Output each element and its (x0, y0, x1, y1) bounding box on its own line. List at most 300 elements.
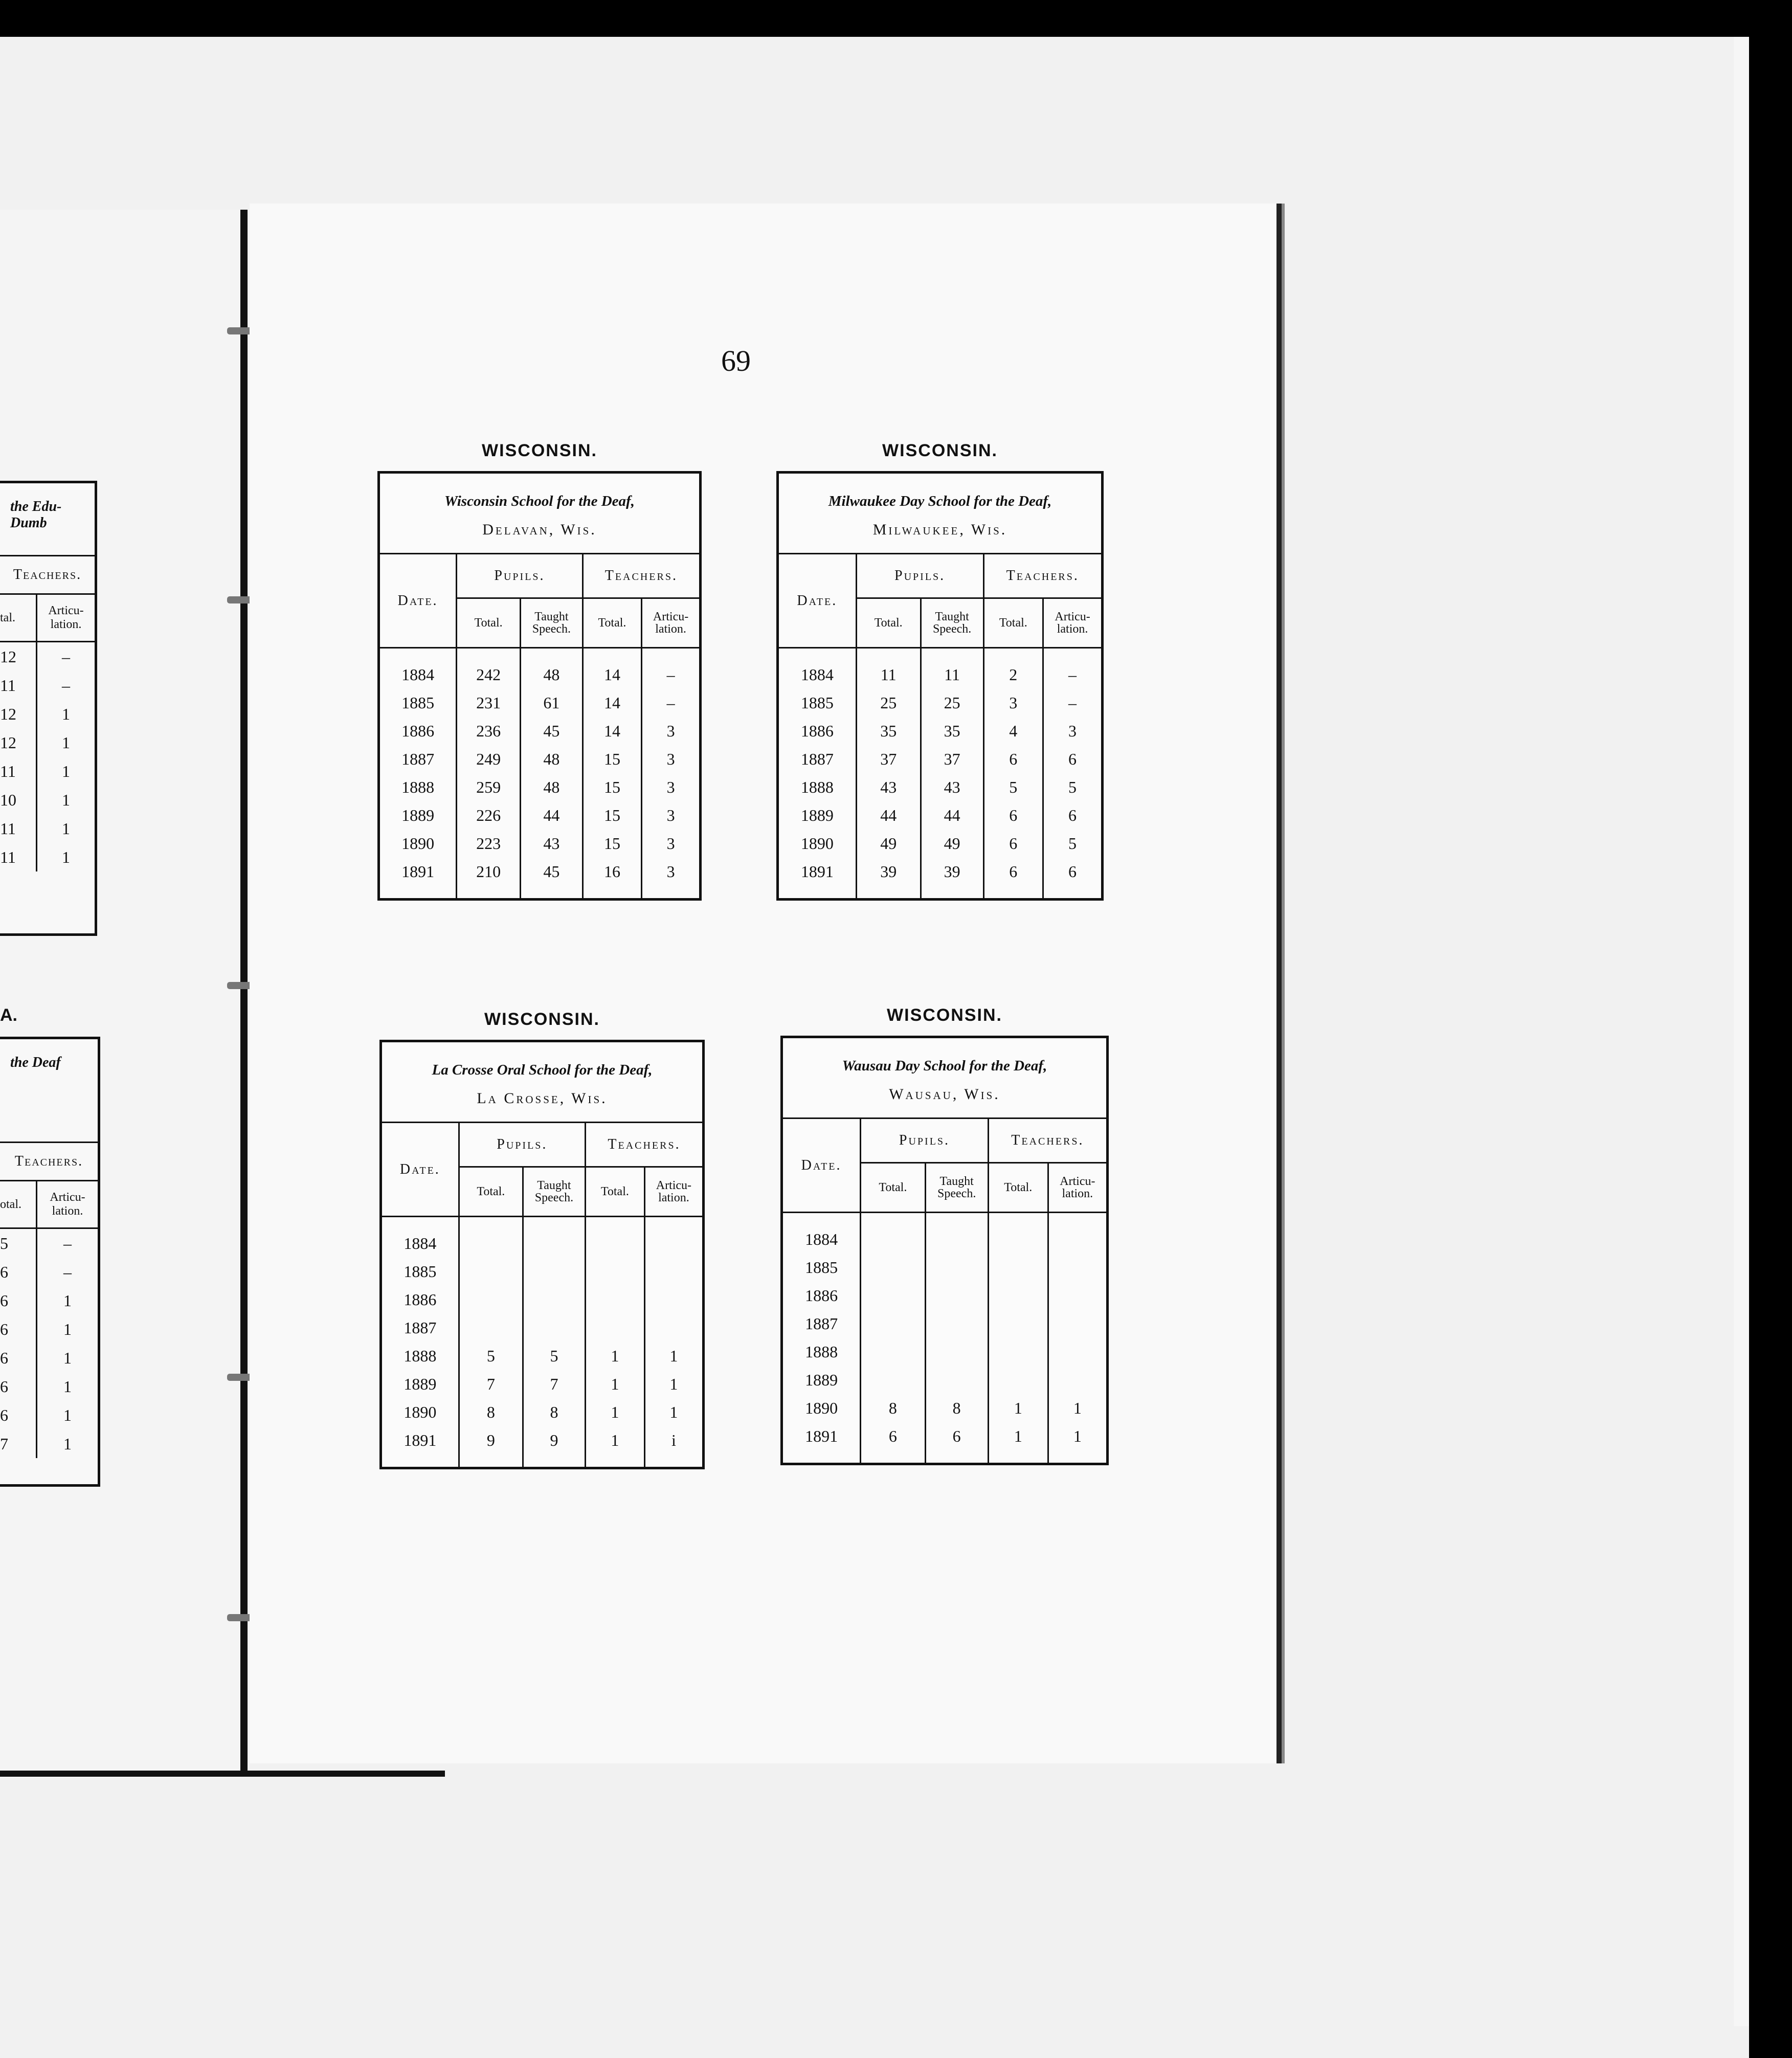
taught-speech-cell: 44 (521, 801, 583, 830)
pupils-total-cell: 35 (856, 717, 921, 745)
spacer-cell (925, 1213, 988, 1226)
pupils-total-header: Total. (457, 598, 521, 648)
header-row (382, 1123, 702, 1167)
teachers-total-cell (585, 1314, 644, 1342)
teachers-total-cell (988, 1225, 1048, 1254)
fragment-total-cell: 6 (0, 1319, 8, 1338)
year-cell: 1885 (800, 694, 834, 712)
pupils-total-cell: 223 (457, 830, 521, 858)
fragment-total-cell: 6 (0, 1348, 8, 1367)
pupils-header: Pupils. (459, 1123, 585, 1167)
spacer-cell (921, 886, 983, 898)
fragment-total-cell: 12 (0, 733, 16, 752)
state-heading: WISCONSIN. (484, 1010, 600, 1029)
taught-speech-cell: 48 (521, 773, 583, 801)
spacer-cell (457, 648, 521, 661)
school-location: La Crosse, Wis. (477, 1090, 608, 1107)
articulation-cell: – (1043, 689, 1101, 717)
pupils-total-cell: 9 (459, 1426, 523, 1455)
teachers-total-cell: 1 (585, 1342, 644, 1370)
spacer-cell (988, 1450, 1048, 1463)
spacer-cell (783, 1450, 861, 1463)
year-cell: 1885 (401, 694, 435, 712)
table-frame (780, 1036, 1109, 1465)
left-bottom-fragment-rows (0, 1180, 98, 1458)
spacer-cell (523, 1455, 585, 1467)
articulation-cell: 1 (644, 1398, 702, 1426)
articulation-header: Articu-lation. (1043, 598, 1101, 648)
teachers-total-cell (988, 1338, 1048, 1366)
fragment-total-cell: 12 (0, 647, 16, 666)
taught-speech-cell (523, 1229, 585, 1258)
fragment-row (0, 814, 95, 843)
table-row (380, 717, 699, 745)
pupils-total-cell: 226 (457, 801, 521, 830)
spacer-cell (779, 648, 856, 661)
pupils-total-cell (459, 1229, 523, 1258)
fragment-row (0, 1401, 98, 1429)
articulation-cell (1048, 1338, 1106, 1366)
table-row (783, 1225, 1106, 1254)
year-cell: 1889 (805, 1371, 838, 1389)
statistics-table (382, 1123, 702, 1467)
spacer-cell (459, 1455, 523, 1467)
spacer-cell (1048, 1213, 1106, 1226)
pupils-total-cell: 11 (856, 661, 921, 689)
articulation-cell (1048, 1282, 1106, 1310)
table-row (382, 1258, 702, 1286)
fragment-row (0, 671, 95, 700)
pupils-total-cell: 39 (856, 858, 921, 886)
table-milwaukee-day-school (776, 441, 1104, 901)
spacer-row (779, 886, 1101, 898)
school-header (382, 1042, 702, 1123)
taught-speech-cell: 6 (925, 1422, 988, 1450)
articulation-cell (1048, 1366, 1106, 1394)
table-row (382, 1229, 702, 1258)
page-bottom-edge (0, 1771, 445, 1777)
articulation-cell: – (642, 661, 699, 689)
header-row (380, 554, 699, 598)
fragment-articulation-cell: 1 (36, 843, 95, 871)
statistics-table (380, 554, 699, 898)
pupils-total-cell: 7 (459, 1370, 523, 1398)
left-bottom-fragment-title: the Deaf (10, 1055, 61, 1070)
pupils-total-cell: 49 (856, 830, 921, 858)
articulation-header: Articu-lation. (642, 598, 699, 648)
taught-speech-cell: 49 (921, 830, 983, 858)
teachers-total-cell: 14 (583, 661, 641, 689)
state-heading: WISCONSIN. (887, 1005, 1002, 1025)
pupils-total-cell: 43 (856, 773, 921, 801)
spacer-cell (585, 1455, 644, 1467)
taught-speech-cell: 35 (921, 717, 983, 745)
teachers-total-cell (988, 1282, 1048, 1310)
school-name: Wausau Day School for the Deaf, (842, 1058, 1047, 1074)
table-row (783, 1422, 1106, 1450)
articulation-cell: 3 (642, 745, 699, 773)
fragment-articulation-cell: 1 (36, 1315, 98, 1344)
pupils-total-cell (459, 1314, 523, 1342)
taught-speech-cell (925, 1338, 988, 1366)
teachers-total-cell (585, 1258, 644, 1286)
fragment-articulation-cell: 1 (36, 786, 95, 814)
teachers-total-cell: 1 (585, 1398, 644, 1426)
spacer-cell (783, 1213, 861, 1226)
teachers-total-cell: 1 (988, 1394, 1048, 1422)
taught-speech-header: Taught Speech. (521, 598, 583, 648)
left-table-top-fragment (0, 481, 97, 936)
articulation-cell (644, 1314, 702, 1342)
spacer-cell (861, 1450, 925, 1463)
teachers-total-cell: 1 (585, 1426, 644, 1455)
spacer-row (382, 1455, 702, 1467)
fragment-row (0, 1372, 98, 1401)
year-cell: 1887 (800, 750, 834, 768)
spacer-cell (380, 886, 457, 898)
fragment-articulation-cell: – (36, 671, 95, 700)
school-name: Milwaukee Day School for the Deaf, (828, 493, 1052, 509)
spacer-cell (644, 1217, 702, 1230)
table-row (380, 830, 699, 858)
year-cell: 1888 (800, 778, 834, 796)
year-cell: 1885 (404, 1262, 437, 1281)
left-table-bottom-fragment (0, 1005, 100, 1487)
taught-speech-header: Taught Speech. (921, 598, 983, 648)
fragment-row (0, 1429, 98, 1458)
book-spine (240, 210, 248, 1775)
teachers-total-header: Total. (583, 598, 641, 648)
taught-speech-cell: 8 (523, 1398, 585, 1426)
fragment-articulation-cell: 1 (36, 1372, 98, 1401)
year-cell: 1886 (805, 1286, 838, 1305)
spacer-cell (856, 886, 921, 898)
taught-speech-cell (523, 1314, 585, 1342)
pupils-header: Pupils. (856, 554, 983, 598)
spacer-cell (459, 1217, 523, 1230)
fragment-total-cell: 11 (0, 762, 16, 780)
table-row (382, 1342, 702, 1370)
articulation-cell (644, 1258, 702, 1286)
table-row (380, 689, 699, 717)
pupils-total-cell (459, 1258, 523, 1286)
table-row (783, 1394, 1106, 1422)
fragment-total-cell: 11 (0, 819, 16, 838)
pupils-total-cell (861, 1225, 925, 1254)
spacer-cell (382, 1217, 459, 1230)
taught-speech-cell: 7 (523, 1370, 585, 1398)
spacer-cell (457, 886, 521, 898)
left-top-fragment-header: Teachers. (0, 555, 95, 593)
teachers-total-header: Total. (988, 1163, 1048, 1213)
year-cell: 1886 (404, 1290, 437, 1309)
spacer-cell (585, 1217, 644, 1230)
table-row (779, 689, 1101, 717)
teachers-total-cell: 2 (983, 661, 1043, 689)
articulation-cell (1048, 1225, 1106, 1254)
pupils-total-cell: 8 (459, 1398, 523, 1426)
spacer-cell (925, 1450, 988, 1463)
year-cell: 1887 (401, 750, 435, 768)
date-header: Date. (399, 1161, 440, 1177)
fragment-row (0, 1315, 98, 1344)
state-heading: WISCONSIN. (882, 441, 998, 460)
statistics-table (779, 554, 1101, 898)
pupils-total-cell: 44 (856, 801, 921, 830)
spacer-row (382, 1217, 702, 1230)
articulation-cell (1048, 1254, 1106, 1282)
articulation-cell: 3 (642, 858, 699, 886)
teachers-total-cell: 6 (983, 745, 1043, 773)
fragment-total-cell: 7 (0, 1434, 8, 1453)
table-row (779, 717, 1101, 745)
spacer-cell (583, 648, 641, 661)
year-cell: 1888 (805, 1343, 838, 1361)
fragment-total-cell: 5 (0, 1234, 8, 1252)
school-location: Wausau, Wis. (889, 1086, 1000, 1103)
left-top-fragment-title: the Edu- Dumb (10, 499, 62, 531)
year-cell: 1889 (401, 806, 435, 824)
articulation-cell (644, 1286, 702, 1314)
teachers-total-cell: 15 (583, 830, 641, 858)
taught-speech-header: Taught Speech. (523, 1167, 585, 1217)
school-name: La Crosse Oral School for the Deaf, (432, 1062, 653, 1078)
spacer-cell (1043, 886, 1101, 898)
articulation-cell (1048, 1310, 1106, 1338)
articulation-cell: 5 (1043, 830, 1101, 858)
pupils-total-cell (861, 1254, 925, 1282)
pupils-total-cell (861, 1338, 925, 1366)
year-cell: 1891 (401, 862, 435, 881)
year-cell: 1884 (800, 665, 834, 684)
taught-speech-cell (523, 1258, 585, 1286)
fragment-articulation-header: Articu-lation. (36, 1181, 98, 1227)
table-row (380, 801, 699, 830)
fragment-row (0, 728, 95, 757)
fragment-articulation-cell: 1 (36, 700, 95, 728)
fragment-articulation-cell: – (36, 1229, 98, 1258)
table-row (779, 661, 1101, 689)
spacer-cell (583, 886, 641, 898)
taught-speech-header: Taught Speech. (925, 1163, 988, 1213)
pupils-header: Pupils. (861, 1119, 989, 1163)
spacer-cell (988, 1213, 1048, 1226)
fragment-articulation-cell: 1 (36, 1429, 98, 1458)
pupils-total-cell (861, 1282, 925, 1310)
fragment-total-header: tal. (0, 611, 15, 624)
right-page (250, 204, 1282, 1763)
year-cell: 1884 (805, 1230, 838, 1248)
fragment-total-cell: 11 (0, 847, 16, 866)
year-cell: 1891 (800, 862, 834, 881)
left-top-fragment-rows (0, 593, 95, 871)
spacer-cell (380, 648, 457, 661)
table-row (783, 1366, 1106, 1394)
year-cell: 1886 (800, 722, 834, 740)
school-location: Milwaukee, Wis. (872, 521, 1007, 538)
year-cell: 1890 (404, 1403, 437, 1421)
year-cell: 1884 (404, 1234, 437, 1252)
taught-speech-cell: 43 (921, 773, 983, 801)
spacer-row (779, 648, 1101, 661)
articulation-cell: – (1043, 661, 1101, 689)
taught-speech-cell (925, 1254, 988, 1282)
fragment-articulation-cell: 1 (36, 814, 95, 843)
articulation-cell: 3 (642, 801, 699, 830)
fragment-row (0, 843, 95, 871)
articulation-cell: 3 (1043, 717, 1101, 745)
taught-speech-cell: 37 (921, 745, 983, 773)
articulation-cell: 3 (642, 830, 699, 858)
statistics-table (783, 1119, 1106, 1463)
articulation-cell: 6 (1043, 745, 1101, 773)
articulation-cell: 1 (1048, 1394, 1106, 1422)
teachers-total-cell: 1 (585, 1370, 644, 1398)
table-row (382, 1426, 702, 1455)
year-cell: 1890 (800, 834, 834, 853)
pupils-total-cell (861, 1310, 925, 1338)
spacer-cell (521, 648, 583, 661)
teachers-header: Teachers. (983, 554, 1101, 598)
articulation-cell: – (642, 689, 699, 717)
pupils-total-header: Total. (856, 598, 921, 648)
fragment-articulation-cell: 1 (36, 728, 95, 757)
year-cell: 1886 (401, 722, 435, 740)
articulation-cell: 3 (642, 717, 699, 745)
date-header: Date. (801, 1157, 842, 1173)
articulation-cell: i (644, 1426, 702, 1455)
taught-speech-cell: 8 (925, 1394, 988, 1422)
pupils-total-cell: 37 (856, 745, 921, 773)
teachers-total-cell: 3 (983, 689, 1043, 717)
page-edge (1734, 37, 1749, 2026)
fragment-total-cell: 6 (0, 1291, 8, 1310)
header-row (779, 554, 1101, 598)
taught-speech-cell: 25 (921, 689, 983, 717)
header-row (783, 1119, 1106, 1163)
fragment-row (0, 786, 95, 814)
fragment-row (0, 1229, 98, 1258)
table-row (779, 773, 1101, 801)
school-header (783, 1038, 1106, 1119)
articulation-cell: 1 (644, 1370, 702, 1398)
teachers-header: Teachers. (585, 1123, 702, 1167)
spacer-cell (921, 648, 983, 661)
teachers-total-cell: 15 (583, 801, 641, 830)
teachers-total-cell (988, 1310, 1048, 1338)
pupils-total-cell: 5 (459, 1342, 523, 1370)
taught-speech-cell: 45 (521, 858, 583, 886)
fragment-total-cell: 6 (0, 1377, 8, 1396)
fragment-subheader (0, 1181, 98, 1229)
table-row (382, 1286, 702, 1314)
pupils-total-cell: 25 (856, 689, 921, 717)
pupils-total-cell: 6 (861, 1422, 925, 1450)
teachers-total-cell: 1 (988, 1422, 1048, 1450)
year-cell: 1889 (404, 1375, 437, 1393)
school-header (779, 474, 1101, 554)
table-la-crosse-oral-school (379, 1010, 705, 1469)
taught-speech-cell (925, 1366, 988, 1394)
year-cell: 1890 (401, 834, 435, 853)
left-bottom-fragment-header: Teachers. (0, 1142, 98, 1180)
table-row (783, 1310, 1106, 1338)
spacer-cell (382, 1455, 459, 1467)
teachers-total-cell: 4 (983, 717, 1043, 745)
spacer-cell (521, 886, 583, 898)
taught-speech-cell: 45 (521, 717, 583, 745)
date-header: Date. (397, 592, 438, 609)
teachers-total-cell (585, 1286, 644, 1314)
year-cell: 1887 (805, 1314, 838, 1333)
articulation-cell: 5 (1043, 773, 1101, 801)
taught-speech-cell (925, 1225, 988, 1254)
fragment-row (0, 642, 95, 671)
pupils-total-cell: 231 (457, 689, 521, 717)
pupils-total-cell: 8 (861, 1394, 925, 1422)
state-heading: WISCONSIN. (482, 441, 597, 460)
teachers-total-header: Total. (585, 1167, 644, 1217)
year-cell: 1887 (404, 1318, 437, 1337)
pupils-total-cell: 249 (457, 745, 521, 773)
articulation-cell: 1 (1048, 1422, 1106, 1450)
spacer-cell (523, 1217, 585, 1230)
pupils-total-header: Total. (861, 1163, 925, 1213)
teachers-total-cell: 15 (583, 745, 641, 773)
articulation-cell: 1 (644, 1342, 702, 1370)
fragment-total-cell: 10 (0, 790, 16, 809)
table-row (382, 1398, 702, 1426)
year-cell: 1888 (404, 1347, 437, 1365)
taught-speech-cell: 43 (521, 830, 583, 858)
teachers-header: Teachers. (988, 1119, 1106, 1163)
pupils-total-cell: 210 (457, 858, 521, 886)
teachers-total-cell (988, 1254, 1048, 1282)
table-row (382, 1370, 702, 1398)
table-frame (377, 471, 702, 901)
taught-speech-cell: 61 (521, 689, 583, 717)
table-row (380, 858, 699, 886)
taught-speech-cell (925, 1282, 988, 1310)
year-cell: 1891 (404, 1431, 437, 1449)
spacer-row (380, 886, 699, 898)
fragment-subheader (0, 595, 95, 642)
teachers-header: Teachers. (583, 554, 699, 598)
taught-speech-cell (523, 1286, 585, 1314)
year-cell: 1884 (401, 665, 435, 684)
fragment-total-header: otal. (0, 1197, 21, 1211)
date-header: Date. (797, 592, 838, 609)
teachers-total-cell: 16 (583, 858, 641, 886)
fragment-row (0, 1258, 98, 1286)
taught-speech-cell: 39 (921, 858, 983, 886)
page-number: 69 (721, 344, 751, 377)
spacer-cell (642, 648, 699, 661)
table-row (382, 1314, 702, 1342)
articulation-cell: 6 (1043, 858, 1101, 886)
year-cell: 1890 (805, 1399, 838, 1417)
taught-speech-cell: 11 (921, 661, 983, 689)
teachers-total-cell (585, 1229, 644, 1258)
table-wausau-day-school (780, 1005, 1109, 1465)
spacer-cell (856, 648, 921, 661)
year-cell: 1888 (401, 778, 435, 796)
table-row (783, 1338, 1106, 1366)
fragment-articulation-header: Articu-lation. (36, 595, 95, 641)
fragment-articulation-cell: – (36, 642, 95, 671)
taught-speech-cell (925, 1310, 988, 1338)
fragment-articulation-cell: – (36, 1258, 98, 1286)
